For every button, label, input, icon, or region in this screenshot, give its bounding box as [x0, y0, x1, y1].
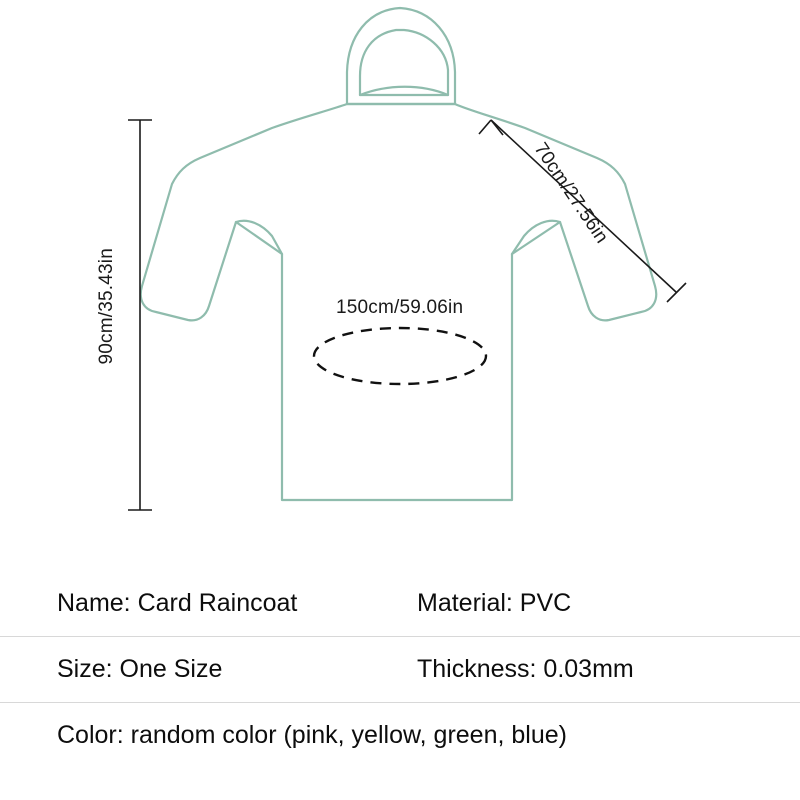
sleeve-tick-start-b	[479, 120, 491, 134]
spec-row	[0, 570, 800, 636]
spec-row	[0, 702, 800, 768]
spec-row	[0, 636, 800, 702]
spec-material: Material: PVC	[417, 588, 572, 617]
spec-color: Color: random color (pink, yellow, green, blue)	[57, 721, 567, 749]
raincoat-shape	[141, 8, 656, 500]
spec-name: Name: Card Raincoat	[57, 588, 298, 617]
spec-size: Size: One Size	[57, 655, 223, 683]
height-dimension-label: 90cm/35.43in	[96, 248, 117, 365]
spec-thickness: Thickness: 0.03mm	[417, 655, 634, 683]
sleeve-tick-start-a	[491, 120, 503, 135]
spec-table	[0, 570, 800, 768]
hood-inner-outline	[360, 30, 448, 95]
height-dimension	[128, 120, 152, 510]
waist-ellipse	[314, 328, 486, 384]
hood-brim-line	[360, 87, 448, 95]
waist-dimension-label: 150cm/59.06in	[336, 297, 464, 318]
sleeve-dimension-label: 70cm/27.56in	[529, 139, 613, 248]
